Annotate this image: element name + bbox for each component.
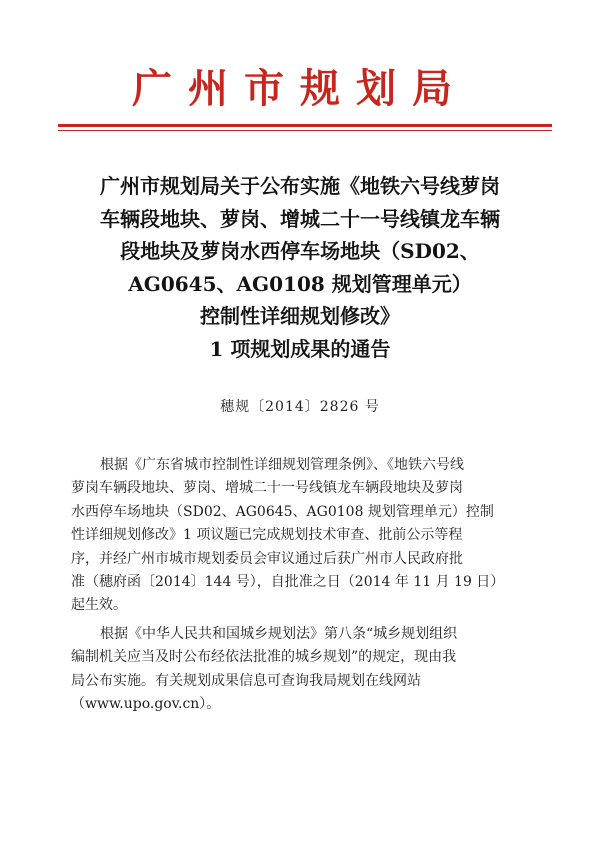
body-line: 局公布实施。有关规划成果信息可查询我局规划在线网站 bbox=[71, 672, 421, 689]
body-line: 性详细规划修改》1 项议题已完成规划技术审查、批前公示等程 bbox=[71, 527, 463, 544]
body-line: 根据《广东省城市控制性详细规划管理条例》、《地铁六号线 bbox=[100, 457, 464, 473]
title-line: 1 项规划成果的通告 bbox=[209, 336, 391, 361]
body-paragraph-1 bbox=[71, 454, 531, 618]
title-line: 控制性详细规划修改》 bbox=[200, 304, 400, 328]
title-line: 广州市规划局关于公布实施《地铁六号线萝岗 bbox=[100, 174, 500, 198]
letterhead-rule-thin bbox=[58, 130, 552, 131]
body-line: 编制机关应当及时公布经依法批准的城乡规划”的规定，现由我 bbox=[71, 649, 457, 666]
notice-body bbox=[71, 454, 531, 721]
body-line: （www.upo.gov.cn）。 bbox=[71, 696, 221, 713]
letterhead-rule-thick bbox=[58, 124, 552, 127]
title-line: AG0645、AG0108 规划管理单元） bbox=[128, 271, 472, 296]
letterhead-title: 广州市规划局 bbox=[132, 65, 468, 112]
body-paragraph-2 bbox=[71, 623, 531, 717]
body-line: 萝岗车辆段地块、萝岗、增城二十一号线镇龙车辆段地块及萝岗 bbox=[71, 480, 463, 497]
body-line: 根据《中华人民共和国城乡规划法》第八条“城乡规划组织 bbox=[100, 625, 458, 642]
body-line: 起生效。 bbox=[71, 597, 127, 614]
document-number: 穗规〔2014〕2826 号 bbox=[220, 399, 380, 415]
body-line: 水西停车场地块（SD02、AG0645、AG0108 规划管理单元）控制 bbox=[71, 503, 494, 520]
title-line: 车辆段地块、萝岗、增城二十一号线镇龙车辆 bbox=[100, 206, 500, 231]
body-line: 序，并经广州市城市规划委员会审议通过后获广州市人民政府批 bbox=[71, 550, 463, 567]
title-line: 段地块及萝岗水西停车场地块（SD02、 bbox=[120, 239, 480, 263]
body-line: 准（穗府函〔2014〕144 号），自批准之日（2014 年 11 月 19 日） bbox=[71, 574, 505, 591]
notice-title bbox=[70, 170, 530, 365]
